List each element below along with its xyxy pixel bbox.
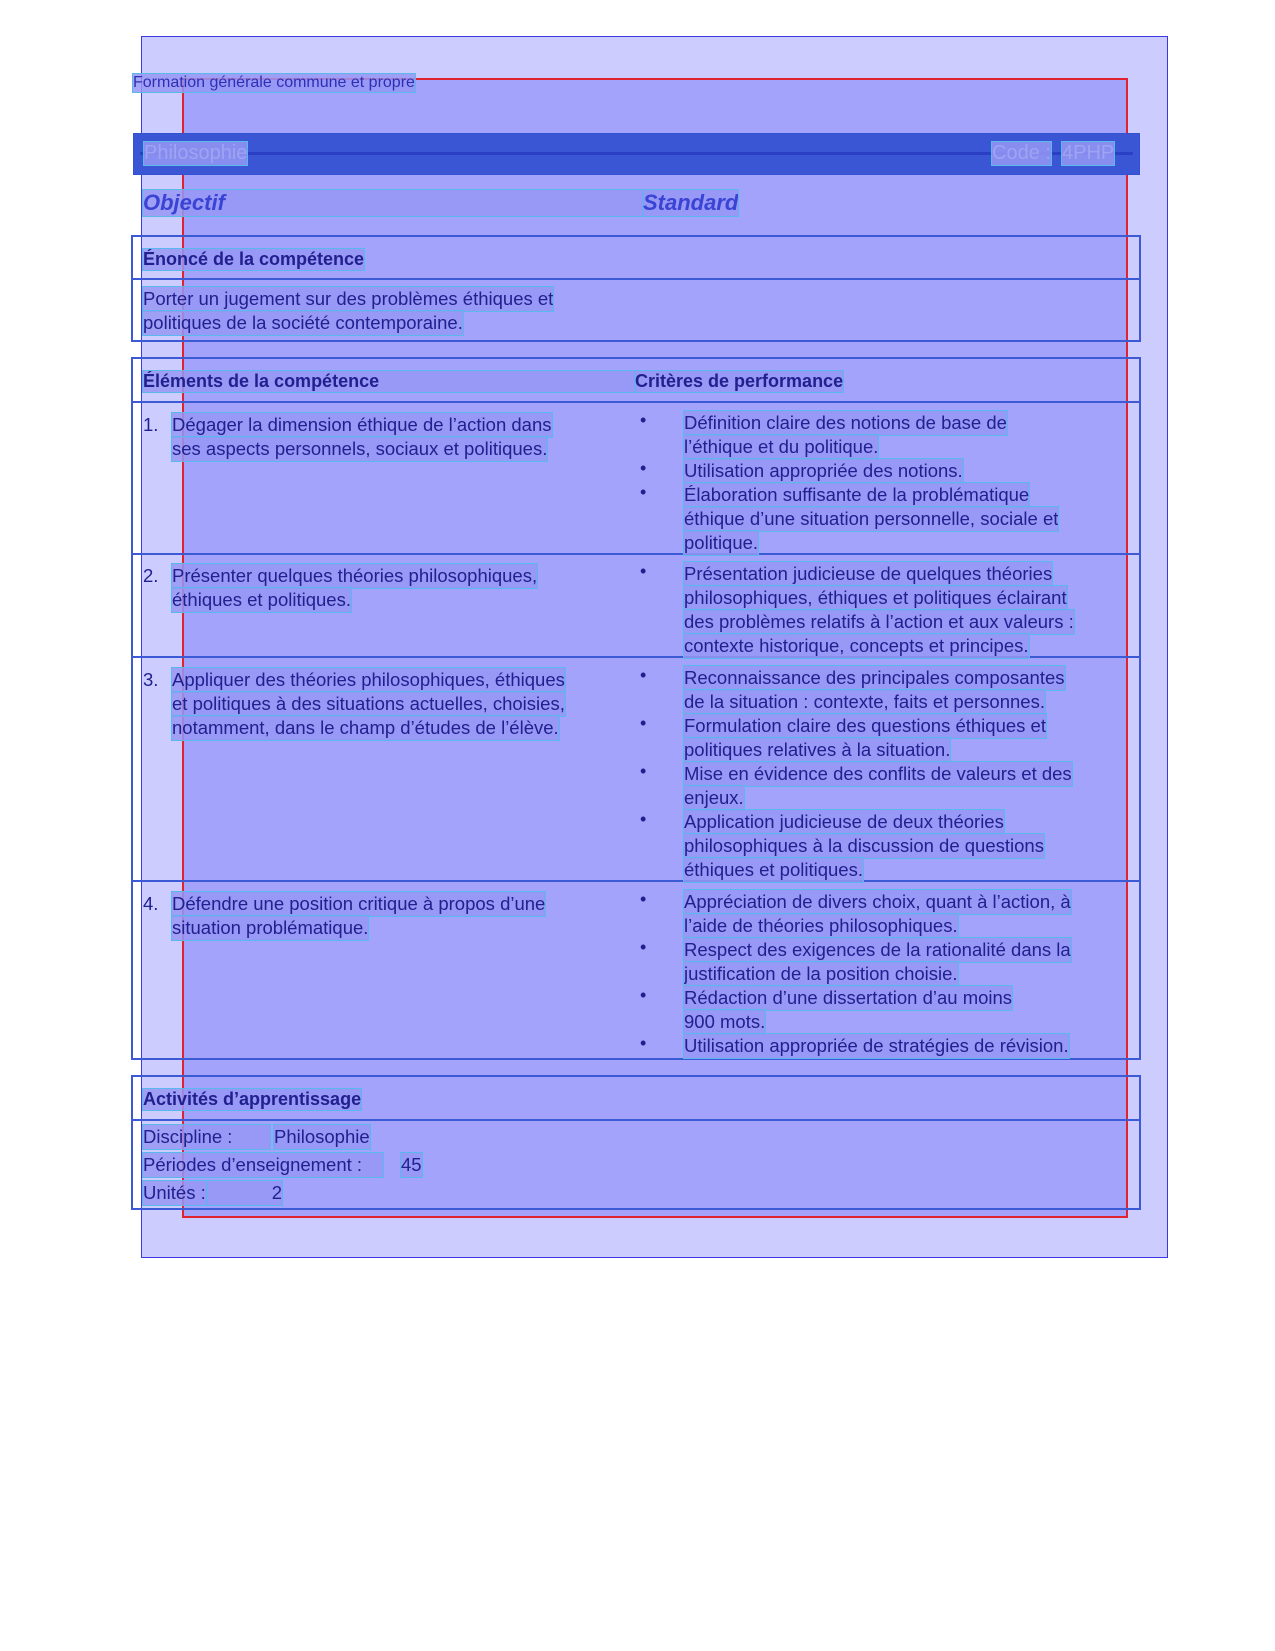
elements-heading: Éléments de la compétence: [143, 371, 635, 392]
criterion-bullet: •: [640, 937, 647, 957]
criteria-heading: Critères de performance: [635, 371, 844, 391]
criterion-bullet: •: [640, 713, 647, 733]
activities-divider: [131, 1119, 1141, 1121]
element-line: ses aspects personnels, sociaux et politiques.: [172, 438, 548, 459]
program-heading: Formation générale commune et propre: [133, 74, 415, 91]
title-bar-rule: [140, 152, 1133, 155]
criterion-line: Formulation claire des questions éthiques et: [684, 715, 1046, 736]
criterion-line: Utilisation appropriée de stratégies de révision.: [684, 1035, 1069, 1056]
element-number: 4.: [143, 893, 159, 914]
criterion-line: Respect des exigences de la rationalité dans la: [684, 939, 1071, 960]
standard-label: Standard: [643, 190, 739, 215]
criterion-bullet: •: [640, 1033, 647, 1053]
row-divider-1: [131, 553, 1141, 555]
course-title-bar: [133, 133, 1140, 175]
element-line: Présenter quelques théories philosophiques,: [172, 565, 538, 586]
criterion-line: politiques relatives à la situation.: [684, 739, 951, 760]
criterion-line: des problèmes relatifs à l’action et aux valeurs :: [684, 611, 1074, 632]
statement-divider: [131, 278, 1141, 280]
criterion-line: enjeux.: [684, 787, 744, 808]
criterion-line: Mise en évidence des conflits de valeurs et des: [684, 763, 1072, 784]
criterion-line: Élaboration suffisante de la problématique: [684, 484, 1030, 505]
criterion-line: Présentation judicieuse de quelques théories: [684, 563, 1053, 584]
criterion-bullet: •: [640, 458, 647, 478]
criterion-bullet: •: [640, 482, 647, 502]
statement-heading: Énoncé de la compétence: [143, 249, 365, 269]
criterion-bullet: •: [640, 561, 647, 581]
criterion-line: Appréciation de divers choix, quant à l’action, à: [684, 891, 1071, 912]
units-value: 2: [207, 1181, 282, 1205]
criterion-line: contexte historique, concepts et principes.: [684, 635, 1029, 656]
criterion-line: l’aide de théories philosophiques.: [684, 915, 958, 936]
criterion-line: politique.: [684, 532, 759, 553]
element-line: Défendre une position critique à propos d’une: [172, 893, 546, 914]
criterion-line: Utilisation appropriée des notions.: [684, 460, 963, 481]
criterion-bullet: •: [640, 761, 647, 781]
element-line: Dégager la dimension éthique de l’action dans: [172, 414, 552, 435]
criterion-line: 900 mots.: [684, 1011, 766, 1032]
element-line: situation problématique.: [172, 917, 369, 938]
criterion-line: Rédaction d’une dissertation d’au moins: [684, 987, 1013, 1008]
criterion-line: l’éthique et du politique.: [684, 436, 879, 457]
discipline-value: Philosophie: [274, 1126, 370, 1147]
criterion-line: philosophiques, éthiques et politiques éclairant: [684, 587, 1067, 608]
competence-header-divider: [131, 401, 1141, 403]
element-line: notamment, dans le champ d’études de l’élève.: [172, 717, 559, 738]
activities-heading: Activités d’apprentissage: [143, 1089, 362, 1109]
discipline-label: Discipline :: [143, 1125, 270, 1149]
row-divider-3: [131, 880, 1141, 882]
statement-line-2: politiques de la société contemporaine.: [143, 312, 463, 333]
criterion-bullet: •: [640, 985, 647, 1005]
criterion-line: éthiques et politiques.: [684, 859, 863, 880]
criterion-line: Reconnaissance des principales composantes: [684, 667, 1065, 688]
criterion-bullet: •: [640, 665, 647, 685]
criterion-line: justification de la position choisie.: [684, 963, 958, 984]
course-code-label: Code :: [992, 142, 1051, 164]
criterion-bullet: •: [640, 809, 647, 829]
criterion-line: de la situation : contexte, faits et personnes.: [684, 691, 1045, 712]
course-code-value: 4PHP: [1062, 142, 1115, 164]
criterion-line: philosophiques à la discussion de questions: [684, 835, 1044, 856]
element-number: 2.: [143, 565, 159, 586]
element-line: et politiques à des situations actuelles, choisies,: [172, 693, 565, 714]
objective-label: Objectif: [143, 190, 643, 216]
element-number: 1.: [143, 414, 159, 435]
statement-line-1: Porter un jugement sur des problèmes éthiques et: [143, 288, 554, 309]
criterion-line: Application judicieuse de deux théories: [684, 811, 1004, 832]
criterion-line: éthique d’une situation personnelle, sociale et: [684, 508, 1059, 529]
element-number: 3.: [143, 669, 159, 690]
units-label: Unités :: [143, 1182, 206, 1203]
element-line: Appliquer des théories philosophiques, éthiques: [172, 669, 565, 690]
periods-label: Périodes d’enseignement :: [143, 1153, 383, 1177]
criterion-bullet: •: [640, 889, 647, 909]
periods-value: 45: [401, 1154, 422, 1175]
course-title: Philosophie: [144, 142, 248, 164]
element-line: éthiques et politiques.: [172, 589, 351, 610]
criterion-bullet: •: [640, 410, 647, 430]
criterion-line: Définition claire des notions de base de: [684, 412, 1007, 433]
